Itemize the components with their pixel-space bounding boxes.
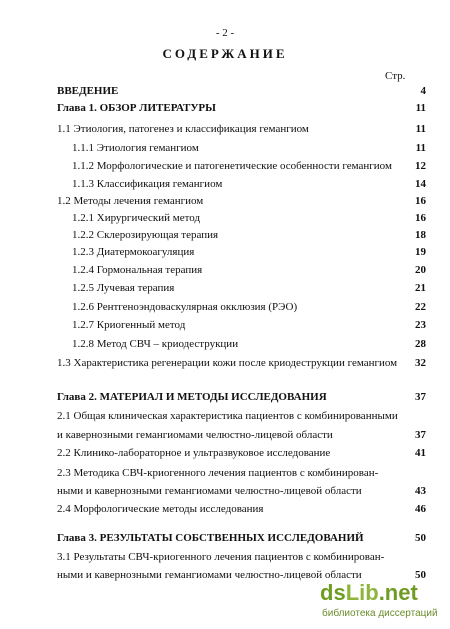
toc-entry-page: 23 [415,319,426,331]
toc-entry-text: 2.4 Морфологические методы исследования [57,503,264,515]
toc-entry-page: 46 [415,503,426,515]
logo-part-net: .net [378,580,418,605]
toc-entry-page: 32 [415,357,426,369]
toc-entry-text: 1.2.1 Хирургический метод [72,212,201,224]
watermark-subtitle: библиотека диссертаций [322,608,438,619]
toc-entry-text: 1.2.5 Лучевая терапия [72,282,175,294]
toc-entry-text: 1.2.6 Рентгеноэндоваскулярная окклюзия (РЭО) [72,301,298,313]
toc-entry-page: 50 [415,532,426,544]
toc-entry-text: 1.2.2 Склерозирующая терапия [72,229,219,241]
toc-entry-text: 1.1.1 Этиология гемангиом [72,142,199,154]
toc-entry-page: 16 [415,195,426,207]
toc-title: СОДЕРЖАНИЕ [162,46,288,61]
toc-entry-text: 1.2.7 Криогенный метод [72,319,186,331]
toc-entry-text: 1.3 Характеристика регенерации кожи после криодеструкции гемангиом [57,357,398,369]
toc-entry-page: 16 [415,212,426,224]
toc-entry-text: 1.1.3 Классификация гемангиом [72,178,223,190]
toc-entry-page: 21 [415,282,426,294]
page-number: - 2 - [215,27,235,39]
toc-entry-text: 1.2.3 Диатермокоагуляция [72,246,195,258]
logo-part-lib: Lib [345,580,379,605]
toc-entry-text: 2.1 Общая клиническая характеристика пациентов с комбинированными [57,410,398,422]
toc-entry-text: 2.3 Методика СВЧ-криогенного лечения пациентов с комбинирован- [57,467,379,479]
toc-entry-text: ными и кавернозными гемангиомами челюстно-лицевой области [57,569,362,581]
toc-entry-text: и кавернозными гемангиомами челюстно-лицевой области [57,429,333,441]
toc-entry-text: 1.1 Этиология, патогенез и классификация гемангиом [57,123,309,135]
toc-entry-page: 11 [415,123,426,135]
watermark-logo [320,580,445,625]
toc-entry-page: 19 [415,246,426,258]
toc-entry-page: 18 [415,229,426,241]
toc-entry-page: 41 [415,447,426,459]
logo-part-ds: ds [320,580,346,605]
toc-entry-page: 20 [415,264,426,276]
toc-entry-page: 43 [415,485,426,497]
toc-entry-page: 50 [415,569,426,581]
toc-entry-page: 37 [415,429,426,441]
toc-entry-text: ными и кавернозными гемангиомами челюстно-лицевой области [57,485,362,497]
toc-entry-text: 1.2.8 Метод СВЧ – криодеструкции [72,338,239,350]
toc-entry-page: 11 [415,142,426,154]
toc-entry-page: 12 [415,160,426,172]
page-column-header: Стр. [385,70,406,82]
toc-entry-text: Глава 3. РЕЗУЛЬТАТЫ СОБСТВЕННЫХ ИССЛЕДОВАНИЙ [57,532,364,544]
toc-entry-page: 22 [415,301,426,313]
toc-entry-page: 4 [420,85,426,97]
toc-entry-page: 28 [415,338,426,350]
dslib-logo [320,580,418,606]
toc-entry-text: Глава 2. МАТЕРИАЛ И МЕТОДЫ ИССЛЕДОВАНИЯ [57,391,327,403]
toc-entry-text: 2.2 Клинико-лабораторное и ультразвуковое исследование [57,447,331,459]
toc-entry-text: ВВЕДЕНИЕ [57,85,119,97]
toc-entry-text: 3.1 Результаты СВЧ-криогенного лечения пациентов с комбинирован- [57,551,385,563]
toc-entry-page: 37 [415,391,426,403]
toc-entry-text: Глава 1. ОБЗОР ЛИТЕРАТУРЫ [57,102,216,114]
toc-entry-text: 1.1.2 Морфологические и патогенетические особенности гемангиом [72,160,392,172]
toc-entry-text: 1.2.4 Гормональная терапия [72,264,203,276]
toc-entry-page: 14 [415,178,426,190]
toc-entry-text: 1.2 Методы лечения гемангиом [57,195,204,207]
toc-entry-page: 11 [415,102,426,114]
